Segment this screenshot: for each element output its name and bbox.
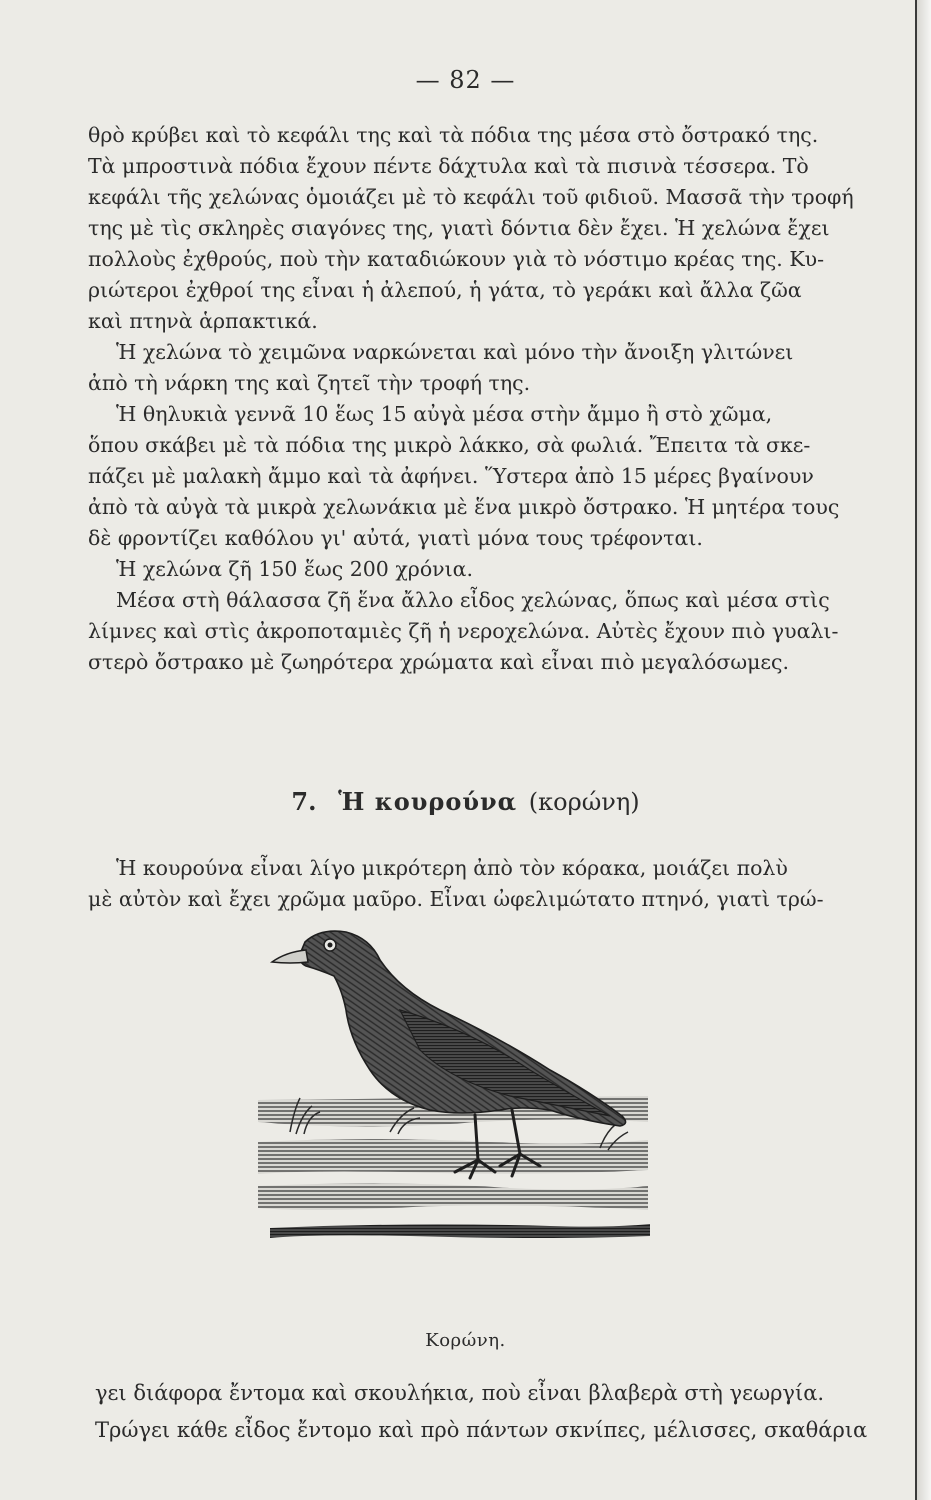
- body-text-bottom: [95, 1375, 915, 1449]
- text-line: καὶ πτηνὰ ἁρπακτικά.: [88, 309, 318, 333]
- body-text-top: [88, 120, 908, 678]
- text-line: Ἡ χελώνα ζῆ 150 ἕως 200 χρόνια.: [116, 557, 474, 581]
- body-text-section: [88, 853, 908, 915]
- text-line: μὲ αὐτὸν καὶ ἔχει χρῶμα μαῦρο. Εἶναι ὠφελιμώτατο πτηνό, γιατὶ τρώ-: [88, 887, 824, 911]
- text-line: πολλοὺς ἐχθρούς, ποὺ τὴν καταδιώκουν γιὰ τὸ νόστιμο κρέας της. Κυ-: [88, 247, 825, 271]
- text-line: Μέσα στὴ θάλασσα ζῆ ἕνα ἄλλο εἶδος χελώνας, ὅπως καὶ μέσα στὶς: [116, 588, 830, 612]
- text-line: ὅπου σκάβει μὲ τὰ πόδια της μικρὸ λάκκο, σὰ φωλιά. Ἔπειτα τὰ σκε-: [88, 433, 811, 457]
- text-line: θρὸ κρύβει καὶ τὸ κεφάλι της καὶ τὰ πόδια της μέσα στὸ ὄστρακό της.: [88, 123, 819, 147]
- text-line: ριώτεροι ἐχθροί της εἶναι ἡ ἀλεπού, ἡ γάτα, τὸ γεράκι καὶ ἄλλα ζῶα: [88, 278, 802, 302]
- page-edge: [915, 0, 931, 1500]
- text-line: ἀπὸ τὰ αὐγὰ τὰ μικρὰ χελωνάκια μὲ ἕνα μικρὸ ὄστρακο. Ἡ μητέρα τους: [88, 495, 840, 519]
- text-line: Τὰ μπροστινὰ πόδια ἔχουν πέντε δάχτυλα καὶ τὰ πισινὰ τέσσερα. Τὸ: [88, 154, 809, 178]
- crow-illustration: [250, 910, 670, 1250]
- text-line: της μὲ τὶς σκληρὲς σιαγόνες της, γιατὶ δόντια δὲν ἔχει. Ἡ χελώνα ἔχει: [88, 216, 830, 240]
- text-line: Τρώγει κάθε εἶδος ἔντομο καὶ πρὸ πάντων σκνίπες, μέλισσες, σκαθάρια: [95, 1418, 868, 1442]
- page-number: — 82 —: [415, 66, 516, 94]
- text-line: λίμνες καὶ στὶς ἀκροποταμιὲς ζῆ ἡ νεροχελώνα. Αὐτὲς ἔχουν πιὸ γυαλι-: [88, 619, 839, 643]
- text-line: κεφάλι τῆς χελώνας ὁμοιάζει μὲ τὸ κεφάλι τοῦ φιδιοῦ. Μασσᾶ τὴν τροφή: [88, 185, 854, 209]
- figure-caption: Κορώνη.: [425, 1330, 506, 1351]
- text-line: γει διάφορα ἔντομα καὶ σκουλήκια, ποὺ εἶναι βλαβερὰ στὴ γεωργία.: [95, 1381, 825, 1405]
- text-line: στερὸ ὄστρακο μὲ ζωηρότερα χρώματα καὶ εἶναι πιὸ μεγαλόσωμες.: [88, 650, 790, 674]
- section-alt-name: (κορώνη): [528, 788, 640, 816]
- text-line: πάζει μὲ μαλακὴ ἄμμο καὶ τὰ ἀφήνει. Ὕστερα ἀπὸ 15 μέρες βγαίνουν: [88, 464, 814, 488]
- text-line: δὲ φροντίζει καθόλου γι' αὐτά, γιατὶ μόνα τους τρέφονται.: [88, 526, 703, 550]
- text-line: Ἡ θηλυκιὰ γεννᾶ 10 ἕως 15 αὐγὰ μέσα στὴν ἄμμο ἢ στὸ χῶμα,: [116, 402, 773, 426]
- section-title: Ἡ κουρούνα: [338, 787, 518, 816]
- text-line: Ἡ χελώνα τὸ χειμῶνα ναρκώνεται καὶ μόνο τὴν ἄνοιξη γλιτώνει: [116, 340, 794, 364]
- section-number: 7.: [291, 787, 317, 816]
- section-heading: [0, 786, 931, 818]
- text-line: Ἡ κουρούνα εἶναι λίγο μικρότερη ἀπὸ τὸν κόρακα, μοιάζει πολὺ: [116, 856, 788, 880]
- text-line: ἀπὸ τὴ νάρκη της καὶ ζητεῖ τὴν τροφή της.: [88, 371, 531, 395]
- crow-engraving-icon: [250, 910, 670, 1250]
